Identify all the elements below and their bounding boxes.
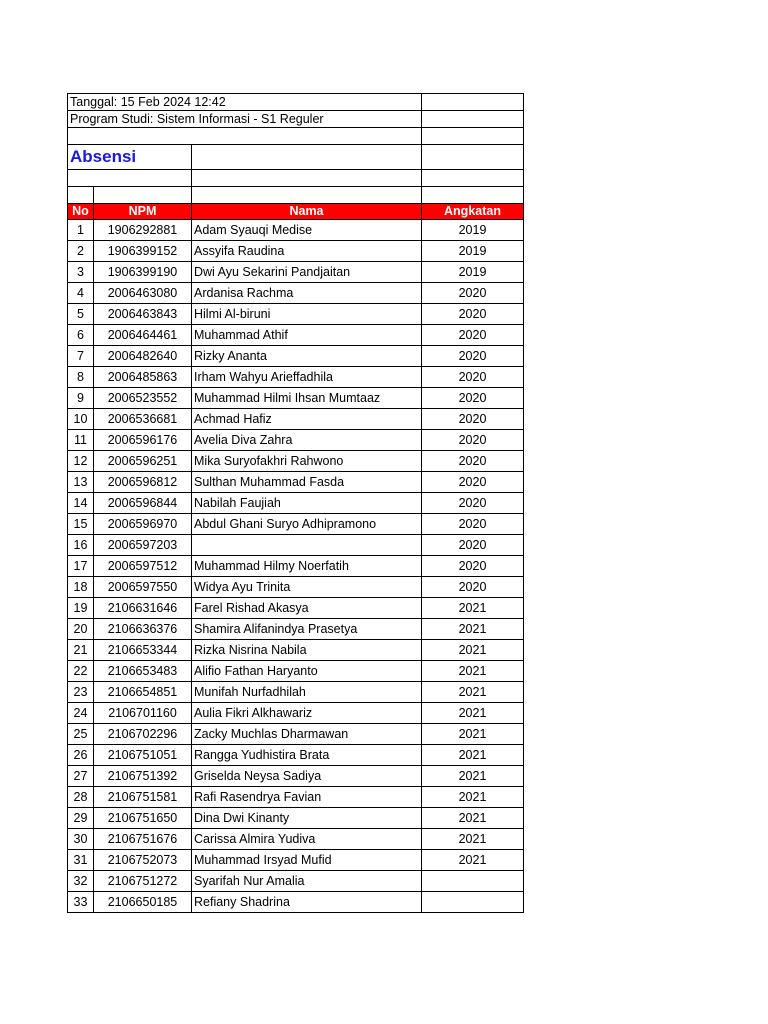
program-line: Program Studi: Sistem Informasi - S1 Reguler [68, 111, 422, 128]
table-row [68, 766, 524, 787]
cell-angkatan: 2019 [422, 220, 524, 241]
table-row [68, 724, 524, 745]
cell-no: 10 [68, 409, 94, 430]
cell-npm: 2006596812 [94, 472, 192, 493]
empty-cell [192, 145, 422, 170]
cell-npm: 2006596844 [94, 493, 192, 514]
cell-angkatan: 2020 [422, 493, 524, 514]
cell-nama: Hilmi Al-biruni [192, 304, 422, 325]
cell-nama: Zacky Muchlas Dharmawan [192, 724, 422, 745]
cell-npm: 2006485863 [94, 367, 192, 388]
cell-angkatan: 2020 [422, 472, 524, 493]
cell-angkatan: 2021 [422, 766, 524, 787]
cell-angkatan: 2019 [422, 241, 524, 262]
cell-no: 21 [68, 640, 94, 661]
sheet-body [68, 94, 524, 913]
cell-no: 7 [68, 346, 94, 367]
cell-no: 27 [68, 766, 94, 787]
cell-angkatan: 2021 [422, 619, 524, 640]
empty-cell [192, 170, 422, 187]
date-row [68, 94, 524, 111]
table-row [68, 304, 524, 325]
table-row [68, 619, 524, 640]
empty-cell [68, 170, 192, 187]
cell-no: 25 [68, 724, 94, 745]
table-row [68, 892, 524, 913]
cell-angkatan: 2021 [422, 850, 524, 871]
cell-nama: Muhammad Hilmi Ihsan Mumtaaz [192, 388, 422, 409]
cell-nama: Dina Dwi Kinanty [192, 808, 422, 829]
cell-angkatan: 2020 [422, 451, 524, 472]
cell-npm: 2106631646 [94, 598, 192, 619]
cell-angkatan: 2020 [422, 304, 524, 325]
cell-no: 8 [68, 367, 94, 388]
empty-cell [422, 187, 524, 204]
table-row [68, 808, 524, 829]
cell-npm: 2006463843 [94, 304, 192, 325]
cell-npm: 2106751272 [94, 871, 192, 892]
cell-nama: Adam Syauqi Medise [192, 220, 422, 241]
cell-nama: Shamira Alifanindya Prasetya [192, 619, 422, 640]
empty-cell [68, 128, 422, 145]
column-header-angkatan: Angkatan [422, 204, 524, 220]
table-row [68, 640, 524, 661]
cell-npm: 2106653344 [94, 640, 192, 661]
cell-no: 12 [68, 451, 94, 472]
attendance-sheet [67, 93, 524, 913]
cell-nama: Rizka Nisrina Nabila [192, 640, 422, 661]
cell-no: 20 [68, 619, 94, 640]
cell-npm: 2006596970 [94, 514, 192, 535]
table-header [68, 204, 524, 220]
cell-angkatan: 2020 [422, 283, 524, 304]
cell-npm: 2106751676 [94, 829, 192, 850]
cell-angkatan: 2020 [422, 409, 524, 430]
table-row [68, 220, 524, 241]
table-row [68, 829, 524, 850]
cell-npm: 2006536681 [94, 409, 192, 430]
cell-angkatan: 2020 [422, 346, 524, 367]
cell-nama: Muhammad Irsyad Mufid [192, 850, 422, 871]
column-header-nama: Nama [192, 204, 422, 220]
cell-npm: 2006597512 [94, 556, 192, 577]
table-row [68, 472, 524, 493]
table-row [68, 388, 524, 409]
cell-no: 6 [68, 325, 94, 346]
cell-npm: 2106701160 [94, 703, 192, 724]
cell-no: 14 [68, 493, 94, 514]
cell-nama: Griselda Neysa Sadiya [192, 766, 422, 787]
cell-no: 22 [68, 661, 94, 682]
empty-cell [94, 187, 192, 204]
table-row [68, 346, 524, 367]
table-row [68, 577, 524, 598]
cell-nama: Refiany Shadrina [192, 892, 422, 913]
program-row [68, 111, 524, 128]
title-row [68, 145, 524, 170]
cell-no: 15 [68, 514, 94, 535]
cell-npm: 2106751650 [94, 808, 192, 829]
cell-no: 30 [68, 829, 94, 850]
cell-angkatan: 2020 [422, 367, 524, 388]
cell-npm: 1906399190 [94, 262, 192, 283]
table-row [68, 493, 524, 514]
cell-npm: 2006597550 [94, 577, 192, 598]
cell-no: 3 [68, 262, 94, 283]
cell-nama: Achmad Hafiz [192, 409, 422, 430]
page-title: Absensi [68, 145, 192, 170]
empty-cell [422, 94, 524, 111]
cell-npm: 2106636376 [94, 619, 192, 640]
table-row [68, 850, 524, 871]
cell-no: 29 [68, 808, 94, 829]
cell-angkatan [422, 871, 524, 892]
cell-angkatan: 2021 [422, 661, 524, 682]
cell-angkatan: 2021 [422, 598, 524, 619]
cell-no: 1 [68, 220, 94, 241]
empty-cell [422, 128, 524, 145]
cell-npm: 2006596176 [94, 430, 192, 451]
cell-nama: Nabilah Faujiah [192, 493, 422, 514]
cell-angkatan: 2019 [422, 262, 524, 283]
cell-nama: Widya Ayu Trinita [192, 577, 422, 598]
cell-npm: 2006597203 [94, 535, 192, 556]
cell-angkatan: 2020 [422, 577, 524, 598]
cell-npm: 2106751581 [94, 787, 192, 808]
table-row [68, 430, 524, 451]
table-row [68, 787, 524, 808]
cell-npm: 2006463080 [94, 283, 192, 304]
cell-nama: Muhammad Athif [192, 325, 422, 346]
cell-npm: 2106702296 [94, 724, 192, 745]
cell-no: 5 [68, 304, 94, 325]
cell-nama [192, 535, 422, 556]
cell-nama: Abdul Ghani Suryo Adhipramono [192, 514, 422, 535]
blank-row [68, 170, 524, 187]
cell-angkatan: 2021 [422, 829, 524, 850]
cell-npm: 2106654851 [94, 682, 192, 703]
cell-npm: 1906399152 [94, 241, 192, 262]
cell-angkatan: 2020 [422, 388, 524, 409]
table-row [68, 535, 524, 556]
blank-row [68, 128, 524, 145]
cell-nama: Dwi Ayu Sekarini Pandjaitan [192, 262, 422, 283]
cell-npm: 2106752073 [94, 850, 192, 871]
cell-no: 26 [68, 745, 94, 766]
cell-no: 2 [68, 241, 94, 262]
cell-no: 9 [68, 388, 94, 409]
cell-nama: Munifah Nurfadhilah [192, 682, 422, 703]
table-row [68, 409, 524, 430]
cell-angkatan: 2021 [422, 808, 524, 829]
cell-no: 24 [68, 703, 94, 724]
cell-no: 16 [68, 535, 94, 556]
table-row [68, 745, 524, 766]
cell-npm: 2106751051 [94, 745, 192, 766]
cell-npm: 2106650185 [94, 892, 192, 913]
table-row [68, 556, 524, 577]
cell-nama: Rangga Yudhistira Brata [192, 745, 422, 766]
cell-angkatan: 2021 [422, 787, 524, 808]
cell-npm: 2006596251 [94, 451, 192, 472]
cell-npm: 2106751392 [94, 766, 192, 787]
cell-nama: Irham Wahyu Arieffadhila [192, 367, 422, 388]
cell-npm: 2106653483 [94, 661, 192, 682]
cell-no: 32 [68, 871, 94, 892]
cell-angkatan: 2020 [422, 556, 524, 577]
cell-nama: Sulthan Muhammad Fasda [192, 472, 422, 493]
table-row [68, 871, 524, 892]
table-row [68, 325, 524, 346]
cell-no: 11 [68, 430, 94, 451]
cell-angkatan: 2021 [422, 703, 524, 724]
cell-nama: Alifio Fathan Haryanto [192, 661, 422, 682]
table-row [68, 451, 524, 472]
cell-nama: Avelia Diva Zahra [192, 430, 422, 451]
cell-angkatan: 2021 [422, 682, 524, 703]
cell-no: 17 [68, 556, 94, 577]
cell-angkatan: 2020 [422, 535, 524, 556]
table-row [68, 703, 524, 724]
column-header-no: No [68, 204, 94, 220]
cell-nama: Aulia Fikri Alkhawariz [192, 703, 422, 724]
table-row [68, 367, 524, 388]
cell-angkatan: 2021 [422, 640, 524, 661]
table-row [68, 682, 524, 703]
cell-no: 19 [68, 598, 94, 619]
cell-no: 4 [68, 283, 94, 304]
table-row [68, 262, 524, 283]
cell-nama: Ardanisa Rachma [192, 283, 422, 304]
date-line: Tanggal: 15 Feb 2024 12:42 [68, 94, 422, 111]
cell-npm: 2006482640 [94, 346, 192, 367]
cell-nama: Mika Suryofakhri Rahwono [192, 451, 422, 472]
cell-nama: Rafi Rasendrya Favian [192, 787, 422, 808]
cell-npm: 2006523552 [94, 388, 192, 409]
cell-nama: Assyifa Raudina [192, 241, 422, 262]
table-row [68, 283, 524, 304]
cell-no: 31 [68, 850, 94, 871]
table-row [68, 661, 524, 682]
empty-cell [422, 145, 524, 170]
table-row [68, 514, 524, 535]
cell-angkatan: 2021 [422, 745, 524, 766]
blank-row [68, 187, 524, 204]
cell-angkatan: 2021 [422, 724, 524, 745]
empty-cell [422, 170, 524, 187]
cell-nama: Carissa Almira Yudiva [192, 829, 422, 850]
cell-angkatan: 2020 [422, 514, 524, 535]
cell-no: 23 [68, 682, 94, 703]
cell-no: 28 [68, 787, 94, 808]
table-row [68, 241, 524, 262]
empty-cell [422, 111, 524, 128]
cell-nama: Syarifah Nur Amalia [192, 871, 422, 892]
cell-no: 18 [68, 577, 94, 598]
cell-npm: 1906292881 [94, 220, 192, 241]
cell-nama: Rizky Ananta [192, 346, 422, 367]
cell-nama: Muhammad Hilmy Noerfatih [192, 556, 422, 577]
cell-no: 33 [68, 892, 94, 913]
cell-angkatan: 2020 [422, 430, 524, 451]
cell-angkatan: 2020 [422, 325, 524, 346]
column-header-npm: NPM [94, 204, 192, 220]
cell-no: 13 [68, 472, 94, 493]
table-row [68, 598, 524, 619]
cell-nama: Farel Rishad Akasya [192, 598, 422, 619]
cell-npm: 2006464461 [94, 325, 192, 346]
cell-angkatan [422, 892, 524, 913]
empty-cell [68, 187, 94, 204]
empty-cell [192, 187, 422, 204]
